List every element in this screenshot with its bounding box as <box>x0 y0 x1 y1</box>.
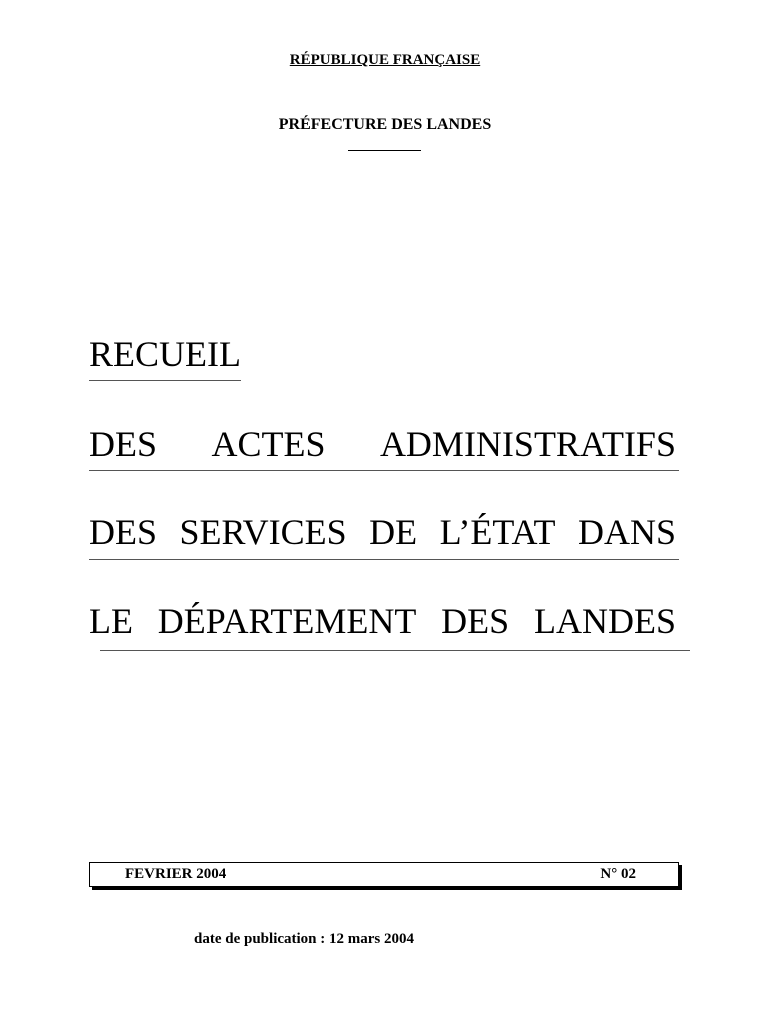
title-word: LANDES <box>533 601 676 641</box>
title-word: ACTES <box>211 424 326 464</box>
title-line-1 <box>89 336 241 372</box>
prefecture-divider <box>348 150 421 151</box>
issue-month: FEVRIER 2004 <box>125 866 227 882</box>
title-rule-1 <box>89 380 241 381</box>
title-word: DES <box>441 601 510 641</box>
title-line-3 <box>89 514 676 550</box>
title-word: DANS <box>577 512 676 552</box>
title-word: DES <box>89 512 158 552</box>
issue-box <box>89 862 679 887</box>
title-word: L’ÉTAT <box>439 512 556 552</box>
title-word: DÉPARTEMENT <box>157 601 417 641</box>
prefecture-heading: PRÉFECTURE DES LANDES <box>278 116 492 133</box>
title-word: SERVICES <box>179 512 347 552</box>
issue-number: N° 02 <box>600 866 636 882</box>
title-rule-4 <box>100 650 690 651</box>
title-word: ADMINISTRATIFS <box>379 424 676 464</box>
title-rule-3 <box>89 559 679 560</box>
title-word: RECUEIL <box>89 334 241 374</box>
republic-heading: RÉPUBLIQUE FRANÇAISE <box>289 52 481 68</box>
title-rule-2 <box>89 470 679 471</box>
title-line-2 <box>89 426 676 462</box>
title-word: LE <box>89 601 133 641</box>
title-line-4 <box>89 603 676 639</box>
title-word: DES <box>89 424 158 464</box>
publication-date: date de publication : 12 mars 2004 <box>194 931 415 947</box>
title-word: DE <box>369 512 418 552</box>
